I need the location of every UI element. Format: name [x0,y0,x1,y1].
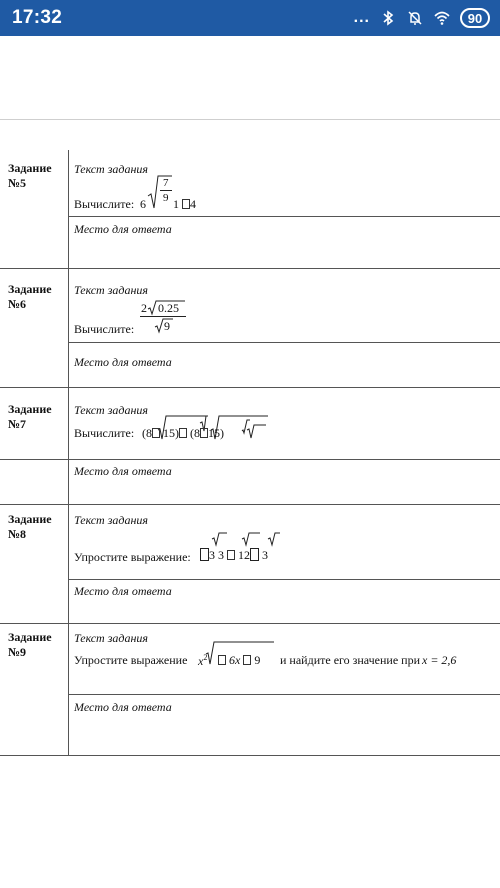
task-5-denominator: 9 [163,192,169,204]
bluetooth-icon [379,9,397,27]
task-8-expression [200,548,268,563]
task-number: №7 [8,417,27,431]
task-title: Задание [8,512,52,526]
row-divider [0,504,68,505]
task-number: №6 [8,297,27,311]
task-table [0,150,500,756]
task-title: Задание [8,161,52,175]
task-title: Задание [8,630,52,644]
missing-glyph-icon [182,199,190,209]
task-7-prompt: Вычислите: [74,426,135,440]
task-8-term: 3 [262,548,268,562]
task-5-coef: 6 [140,197,146,211]
task-8-label [8,512,52,542]
missing-glyph-icon [200,428,208,438]
task-5-numerator: 7 [163,177,169,189]
task-text-heading: Текст задания [74,513,148,527]
task-9-prompt: Упростите выражение [74,653,188,667]
answer-place-label: Место для ответа [74,222,172,236]
task-7-term: 15) [208,426,224,440]
fraction-bar [140,316,186,317]
task-5-label [8,161,52,191]
task-text-heading: Текст задания [74,631,148,645]
row-divider [0,459,68,460]
answer-place-label: Место для ответа [74,355,172,369]
row-divider [0,387,68,388]
task-6-numerator-left: 2 [141,301,147,315]
task-7-expression [142,426,224,441]
row-divider [68,694,500,695]
task-9-radicand [218,653,260,668]
task-text-heading: Текст задания [74,403,148,417]
row-divider [68,579,500,580]
missing-glyph-icon [152,428,160,438]
missing-glyph-icon [243,655,251,665]
task-number: №8 [8,527,27,541]
task-5-term: 4 [190,197,196,211]
task-6-denominator-radicand: 9 [164,319,170,333]
task-7-term: 15) [163,426,179,440]
answer-place-label: Место для ответа [74,584,172,598]
task-text-heading: Текст задания [74,162,148,176]
task-5-term: 1 [173,197,179,211]
column-divider [68,150,69,756]
task-text-heading: Текст задания [74,283,148,297]
row-divider [68,268,500,269]
task-9-exponent: 2 [203,653,208,662]
task-9-variable: x [198,654,204,668]
notification-dots: ... [353,9,370,26]
task-5-rest [173,197,196,212]
missing-glyph-icon [200,548,209,561]
task-9-label [8,630,52,660]
bell-off-icon [406,9,424,27]
task-8-term: 3 [209,548,215,562]
status-bar [0,0,500,36]
row-divider [68,623,500,624]
task-6-prompt: Вычислите: [74,322,135,336]
task-8-term: 12 [238,548,250,562]
missing-glyph-icon [250,548,259,561]
task-9-term: 9 [254,653,261,667]
fraction-bar [160,190,172,191]
row-divider [68,504,500,505]
missing-glyph-icon [227,550,235,560]
task-7-term: (8 [142,426,152,440]
task-6-numerator-radicand: 0.25 [158,301,179,315]
task-title: Задание [8,402,52,416]
task-9-value: x = 2,6 [422,653,457,667]
row-divider [0,268,68,269]
task-6-label [8,282,52,312]
page-separator [0,119,500,120]
wifi-icon [433,9,451,27]
task-7-label [8,402,52,432]
task-8-prompt: Упростите выражение: [74,550,191,564]
task-title: Задание [8,282,52,296]
task-9-find-text: и найдите его значение при [280,653,421,667]
task-9-term: 6x [229,653,241,667]
task-9-expression [198,653,207,669]
row-divider [68,459,500,460]
task-number: №5 [8,176,27,190]
answer-place-label: Место для ответа [74,700,172,714]
answer-place-label: Место для ответа [74,464,172,478]
task-8-term: 3 [218,548,224,562]
clock: 17:32 [12,7,63,28]
row-divider [0,623,68,624]
task-number: №9 [8,645,27,659]
status-icons [354,6,490,30]
row-divider [68,216,500,217]
task-7-term: (8 [190,426,200,440]
row-divider [68,387,500,388]
missing-glyph-icon [218,655,226,665]
missing-glyph-icon [179,428,187,438]
task-5-prompt: Вычислите: [74,197,135,211]
battery-icon: 90 [460,8,490,28]
row-divider [68,342,500,343]
